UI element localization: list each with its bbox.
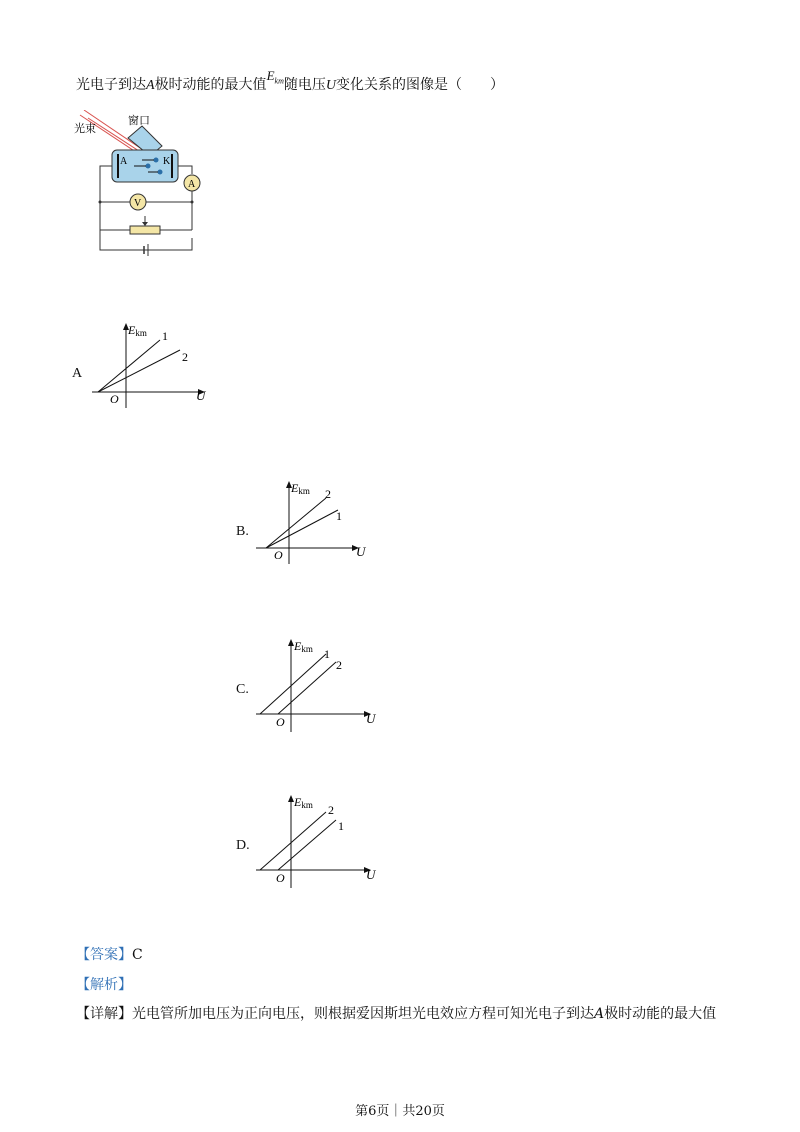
svg-text:V: V xyxy=(134,198,142,209)
origin-label: O xyxy=(276,871,285,885)
option-d-graph xyxy=(252,790,387,890)
x-axis-label: U xyxy=(366,711,376,726)
y-axis-label: Ekm xyxy=(291,481,310,496)
electron-dot xyxy=(146,164,151,169)
line-2-label: 2 xyxy=(328,803,334,817)
rheostat xyxy=(130,226,160,234)
junction-dot xyxy=(99,201,102,204)
detail-line: 【详解】光电管所加电压为正向电压，则根据爱因斯坦光电效应方程可知光电子到达A极时动能的最大值 xyxy=(76,1006,717,1022)
graph-line-2 xyxy=(98,350,180,392)
line-2-label: 2 xyxy=(336,658,342,672)
electron-dot xyxy=(154,158,159,163)
graph-line-1 xyxy=(278,820,336,870)
svg-text:A: A xyxy=(188,179,196,190)
photoelectric-circuit-diagram xyxy=(70,110,210,260)
graph-line-1 xyxy=(266,510,338,548)
line-2-label: 2 xyxy=(325,487,331,501)
line-1-label: 1 xyxy=(324,647,330,661)
slider-arrow-icon xyxy=(142,222,148,226)
answer-line xyxy=(76,944,143,964)
svg-text:K: K xyxy=(163,156,171,167)
x-axis-label: U xyxy=(366,867,376,882)
svg-text:A: A xyxy=(120,156,128,167)
beam-label: 光束 xyxy=(74,123,96,135)
x-axis-label: U xyxy=(196,388,206,403)
line-1-label: 1 xyxy=(336,509,342,523)
origin-label: O xyxy=(274,548,283,562)
option-b-label: B. xyxy=(236,524,249,539)
y-axis-label: Ekm xyxy=(294,639,313,654)
graph-line-1 xyxy=(260,654,326,714)
option-c-label: C. xyxy=(236,682,249,697)
option-a-label: A xyxy=(72,366,83,381)
analysis-tag: 【解析】 xyxy=(76,977,132,993)
graph-line-2 xyxy=(278,662,336,714)
graph-line-2 xyxy=(260,812,326,870)
window-label: 窗口 xyxy=(128,115,150,127)
y-axis-label: Ekm xyxy=(128,323,147,338)
line-2-label: 2 xyxy=(182,350,188,364)
y-axis-label: Ekm xyxy=(294,795,313,810)
answer-value: C xyxy=(132,947,143,963)
origin-label: O xyxy=(276,715,285,729)
analysis-line xyxy=(76,974,132,994)
junction-dot xyxy=(191,201,194,204)
electron-dot xyxy=(158,170,163,175)
detail-tag: 【详解】 xyxy=(76,1006,132,1022)
answer-tag: 【答案】 xyxy=(76,947,132,963)
page-footer: 第6页｜共20页 xyxy=(355,1104,445,1119)
option-c-graph xyxy=(252,634,387,734)
line-1-label: 1 xyxy=(338,819,344,833)
x-axis-label: U xyxy=(356,544,366,559)
ekm-symbol: $E_{km}$ xyxy=(266,68,284,86)
graph-line-1 xyxy=(98,340,160,392)
origin-label: O xyxy=(110,392,119,406)
question-text: 光电子到达A极时动能的最大值$E_{km}$随电压U变化关系的图像是（ ） xyxy=(76,68,504,93)
option-a-graph xyxy=(88,318,218,410)
graph-line-2 xyxy=(266,498,326,548)
wire xyxy=(178,166,192,174)
option-b-graph xyxy=(252,474,382,566)
option-d-label: D. xyxy=(236,838,250,853)
line-1-label: 1 xyxy=(162,329,168,343)
